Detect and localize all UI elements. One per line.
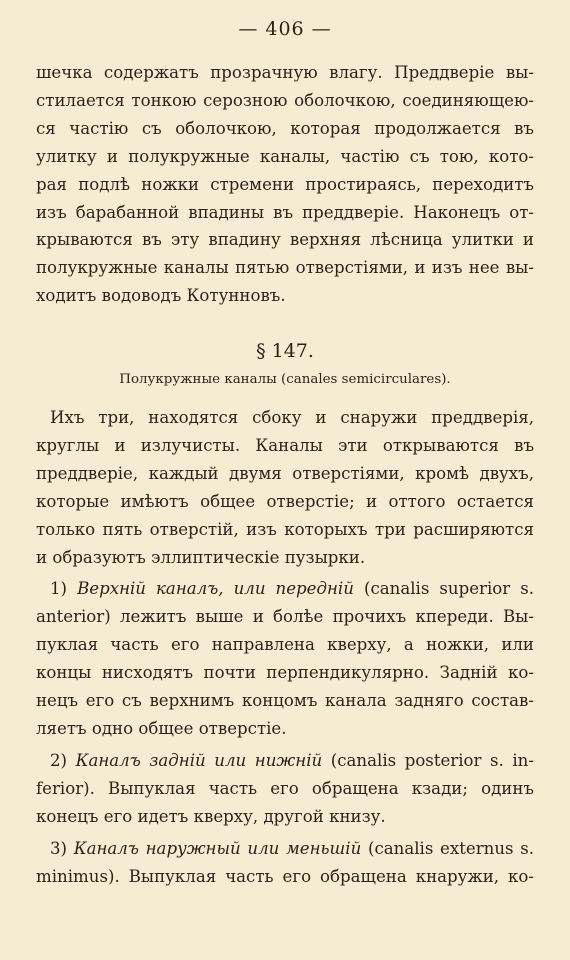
- text-line: minimus). Выпуклая часть его обращена кнаружи, ко-: [36, 866, 534, 886]
- text-line: стилается тонкою серозною оболочкою, соединяющею-: [36, 90, 534, 110]
- text-line: [36, 835, 534, 863]
- item-latin: (canalis externus s.: [367, 838, 534, 858]
- text-line: ся частію съ оболочкою, которая продолжается въ: [36, 118, 534, 138]
- text-line: нецъ его съ верхнимъ концомъ канала задняго состав-: [36, 691, 534, 711]
- text-line: ляетъ одно общее отверстіе.: [36, 718, 287, 738]
- item-number: 1): [50, 579, 68, 599]
- item-number: 3): [50, 838, 68, 858]
- text-line: преддверіе, каждый двумя отверстіями, кромѣ двухъ,: [36, 463, 534, 483]
- list-item-posterior-canal: [36, 747, 534, 831]
- text-line: которые имѣютъ общее отверстіе; и оттого остается: [36, 491, 534, 511]
- text-line: шечка содержатъ прозрачную влагу. Преддверіе вы-: [36, 63, 534, 82]
- text-line: [36, 747, 534, 775]
- text-line: конецъ его идетъ кверху, другой книзу.: [36, 806, 386, 826]
- section-body: [36, 404, 534, 890]
- text-line: только пять отверстій, изъ которыхъ три расширяются: [36, 519, 534, 539]
- item-latin: (canalis posterior s. in-: [330, 750, 534, 770]
- section-number: § 147.: [256, 340, 314, 362]
- text-line: Ихъ три, находятся сбоку и снаружи преддверія,: [50, 408, 534, 427]
- intro-paragraph: [36, 404, 534, 571]
- item-term: Каналъ наружный или меньшій: [73, 838, 362, 858]
- text-line: [36, 575, 534, 603]
- list-item-superior-canal: [36, 575, 534, 742]
- text-line: полукружные каналы пятью отверстіями, и изъ нее вы-: [36, 258, 534, 278]
- text-line: anterior) лежитъ выше и болѣе прочихъ кпереди. Вы-: [36, 607, 534, 627]
- text-line: ходитъ водоводъ Котунновъ.: [36, 286, 286, 306]
- item-term: Верхній каналъ, или передній: [77, 579, 354, 599]
- item-number: 2): [50, 750, 68, 770]
- list-item-external-canal: [36, 835, 534, 891]
- page-number: — 406 —: [238, 18, 332, 40]
- section-title: Полукружные каналы (canales semicirculares).: [119, 372, 451, 387]
- paragraph-continuation: [36, 59, 534, 310]
- text-line: и образуютъ эллиптическіе пузырки.: [36, 547, 366, 567]
- text-line: изъ барабанной впадины въ преддверіе. Наконецъ от-: [36, 202, 534, 222]
- text-line: крываются въ эту впадину верхняя лѣсница улитки и: [36, 230, 534, 250]
- text-line: ferior). Выпуклая часть его обращена кзади; одинъ: [36, 778, 534, 798]
- text-line: круглы и излучисты. Каналы эти открываются въ: [36, 435, 534, 455]
- text-line: концы нисходятъ почти перпендикулярно. Задній ко-: [36, 663, 534, 683]
- item-latin: (canalis superior s.: [363, 579, 534, 599]
- text-line: рая подлѣ ножки стремени простираясь, переходитъ: [36, 174, 534, 194]
- text-line: улитку и полукружные каналы, частію съ тою, кото-: [36, 146, 534, 166]
- item-term: Каналъ задній или нижній: [75, 750, 323, 770]
- text-line: пуклая часть его направлена кверху, а ножки, или: [36, 635, 534, 655]
